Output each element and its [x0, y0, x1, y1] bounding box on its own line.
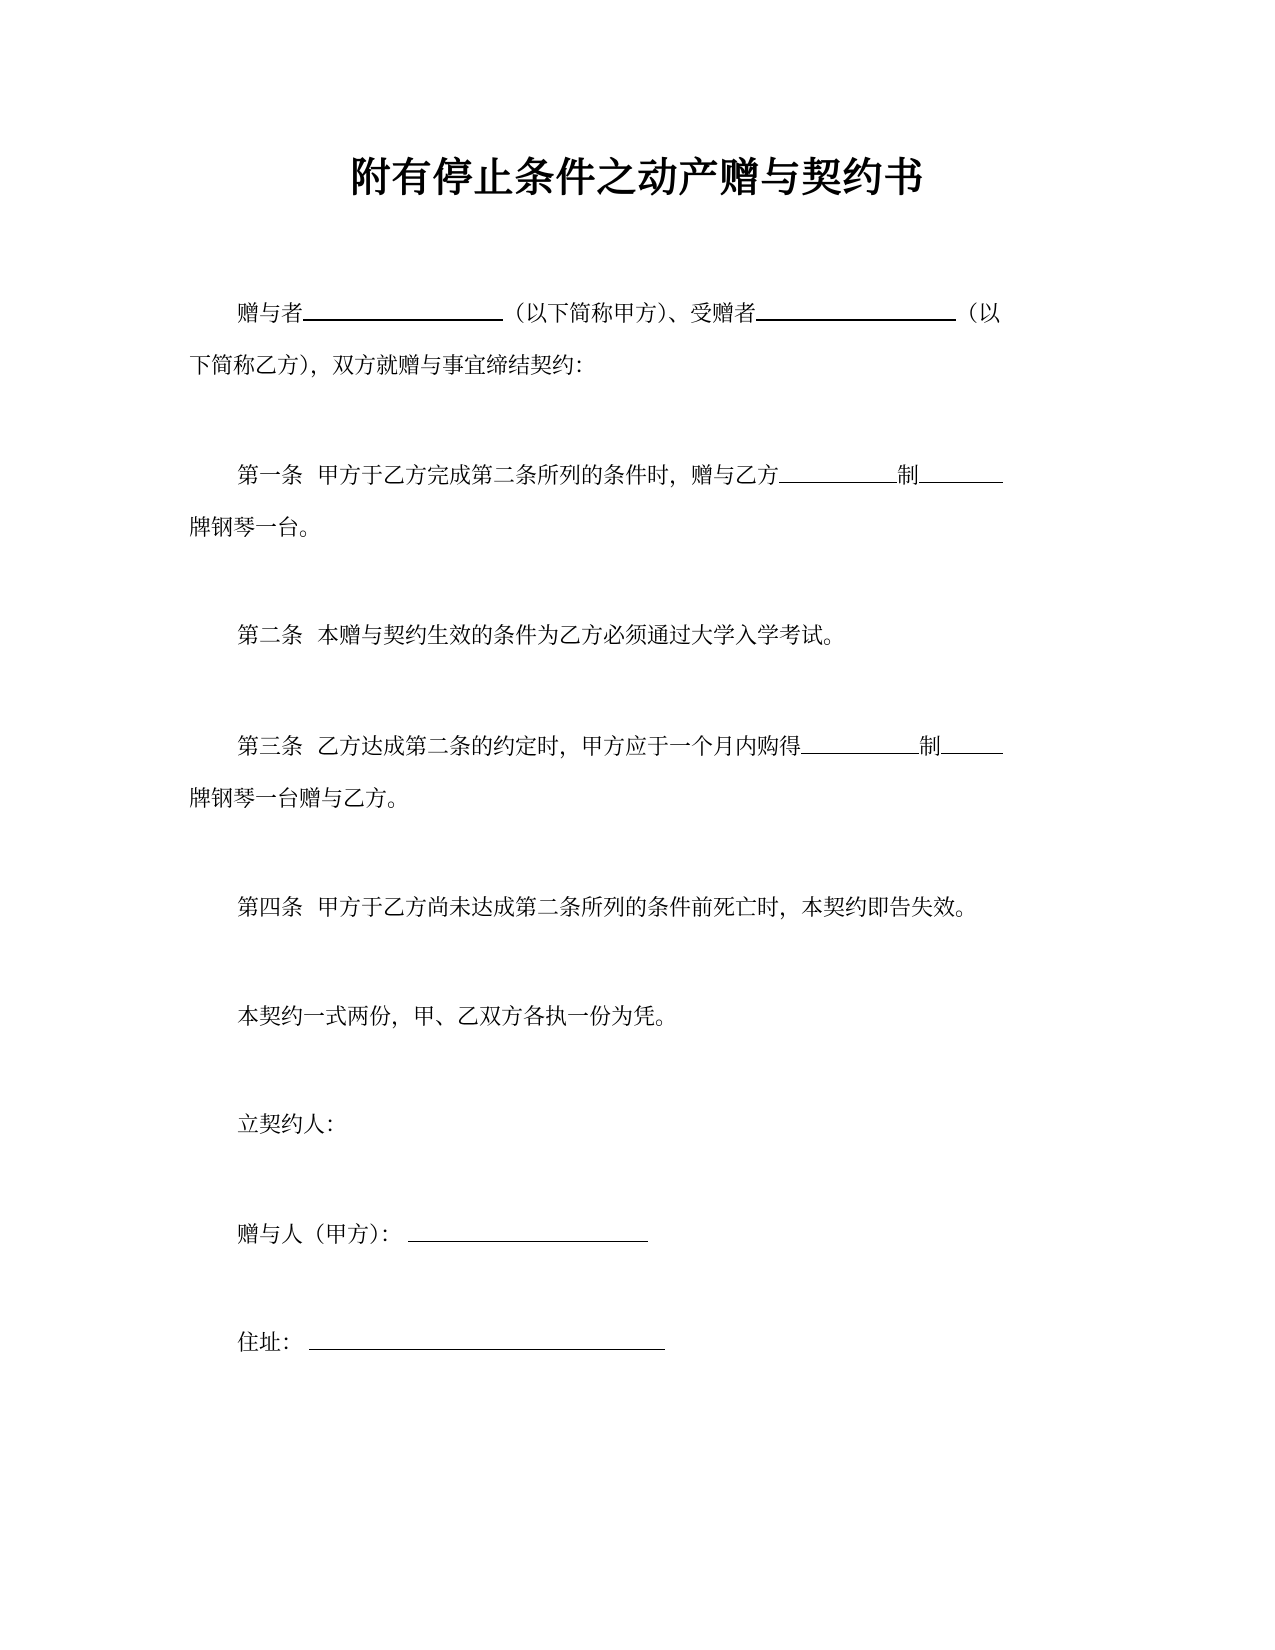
recipient-name-blank[interactable]: [756, 297, 956, 321]
article-2-text: 本赠与契约生效的条件为乙方必须通过大学入学考试。: [317, 624, 846, 649]
intro-line-1: [237, 297, 1000, 330]
article-3-text-a: 乙方达成第二条的约定时，甲方应于一个月内购得: [317, 735, 802, 760]
address-blank[interactable]: [309, 1327, 665, 1350]
article-3-text-b: 制: [919, 735, 942, 760]
intro-line-2: 下简称乙方），双方就赠与事宜缔结契约：: [189, 354, 597, 379]
article-2-line: [237, 622, 845, 652]
article-3-brand-blank[interactable]: [941, 731, 1003, 754]
article-3-heading: 第三条: [237, 735, 304, 760]
article-1-maker-blank[interactable]: [779, 460, 897, 483]
donor-label: 赠与者: [237, 302, 304, 327]
address-line: [237, 1327, 665, 1359]
article-4-text: 甲方于乙方尚未达成第二条所列的条件前死亡时，本契约即告失效。: [317, 896, 978, 921]
article-4-heading: 第四条: [237, 896, 304, 921]
article-1-text-a: 甲方于乙方完成第二条所列的条件时，赠与乙方: [317, 464, 780, 489]
article-1-text-b: 制: [897, 464, 920, 489]
article-1-line-1: [237, 460, 1003, 492]
recipient-suffix: （以: [956, 302, 1001, 327]
address-label: 住址：: [237, 1331, 304, 1356]
copies-clause: 本契约一式两份，甲、乙双方各执一份为凭。: [237, 1005, 678, 1030]
article-4-line: [237, 894, 977, 924]
article-3-line-2: 牌钢琴一台赠与乙方。: [189, 787, 410, 812]
donor-signature-blank[interactable]: [408, 1219, 648, 1242]
article-3-maker-blank[interactable]: [801, 731, 919, 754]
article-1-heading: 第一条: [237, 464, 304, 489]
donor-signature-line: [237, 1219, 648, 1251]
donor-suffix: （以下简称甲方）、受赠者: [503, 302, 757, 327]
donor-sign-label: 赠与人（甲方）：: [237, 1223, 403, 1248]
article-2-heading: 第二条: [237, 624, 304, 649]
article-3-line-1: [237, 731, 1003, 763]
article-1-brand-blank[interactable]: [919, 460, 1003, 483]
donor-name-blank[interactable]: [303, 297, 503, 321]
article-1-line-2: 牌钢琴一台。: [189, 516, 322, 541]
signatories-label: 立契约人：: [237, 1113, 348, 1138]
document-title: 附有停止条件之动产赠与契约书: [350, 155, 925, 201]
